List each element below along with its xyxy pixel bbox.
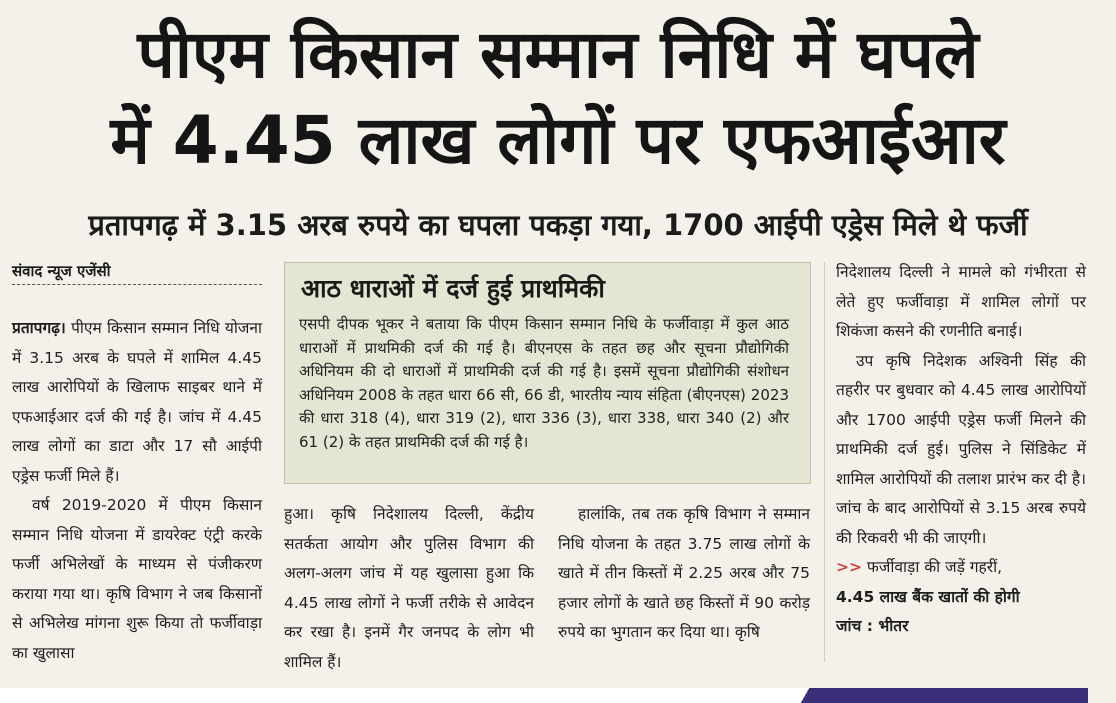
article-column-1 <box>12 314 262 668</box>
dateline: प्रतापगढ़। <box>12 319 66 337</box>
related-line-3: जांच : भीतर <box>836 617 909 635</box>
article-column-4 <box>836 258 1086 642</box>
article-column-3 <box>558 500 810 648</box>
related-line-1: फर्जीवाड़ा की जड़ें गहरीं, <box>866 558 1003 576</box>
box-text: एसपी दीपक भूकर ने बताया कि पीएम किसान सम्मान निधि के फर्जीवाड़ा में कुल आठ धाराओं में प्राथमिकी दर्ज की गई है। बीएनएस के तहत छह और सूचना प्रौद्योगिकी अधिनियम की दो धाराओं में प्राथमिकी दर्ज की गई है। इसमें सूचना प्रौद्योगिकी संशोधन अधिनियम 2008 के तहत धारा 66 सी, 66 डी, भारतीय न्याय संहिता (बीएनएस) 2023 की धारा 318 (4), धारा 319 (2), धारा 336 (3), धारा 338, धारा 340 (2) और 61 (2) के तहत प्राथमिकी दर्ज की गई है। <box>299 315 789 451</box>
footer-strip <box>0 688 790 703</box>
related-story-link[interactable] <box>836 553 1086 642</box>
paragraph: उप कृषि निदेशक अश्विनी सिंह की तहरीर पर बुधवार को 4.45 लाख आरोपियों और 1700 आईपी एड्रेस फर्जी मिलने की प्राथमिकी दर्ज हुई। पुलिस ने सिंडिकेट में शामिल आरोपियों की तलाश प्रारंभ कर दी है। जांच के बाद आरोपियों से 3.15 अरब रुपये की रिकवरी भी की जाएगी। <box>836 351 1086 547</box>
headline-line-1: पीएम किसान सम्मान निधि में घपले <box>137 16 979 93</box>
subheadline: प्रतापगढ़ में 3.15 अरब रुपये का घपला पकड़ा गया, 1700 आईपी एड्रेस मिले थे फर्जी <box>88 208 1028 242</box>
paragraph <box>12 314 262 491</box>
paragraph: हालांकि, तब तक कृषि विभाग ने सम्मान निधि योजना के तहत 3.75 लाख लोगों के खाते में तीन किस्तों में 2.25 अरब और 75 हजार लोगों के खाते छह किस्तों में 90 करोड़ रुपये का भुगतान कर दिया था। कृषि <box>558 505 810 641</box>
column-divider <box>824 262 825 662</box>
byline: संवाद न्यूज एजेंसी <box>12 258 262 285</box>
paragraph: हुआ। कृषि निदेशालय दिल्ली, केंद्रीय सतर्कता आयोग और पुलिस विभाग की अलग-अलग जांच में यह खुलासा हुआ कि 4.45 लाख लोगों ने फर्जी तरीके से आवेदन कर रखा है। इनमें गैर जनपद के लोग भी शामिल हैं। <box>284 505 534 671</box>
related-line-2: 4.45 लाख बैंक खातों की होगी <box>836 587 1020 606</box>
paragraph-text: पीएम किसान सम्मान निधि योजना में 3.15 अरब के घपले में शामिल 4.45 लाख आरोपियों के खिलाफ साइबर थाने में एफआईआर दर्ज की गई है। जांच में 4.45 लाख लोगों का डाटा और 17 सौ आईपी एड्रेस फर्जी मिले हैं। <box>12 319 262 485</box>
article-column-2 <box>284 500 534 677</box>
paragraph: वर्ष 2019-2020 में पीएम किसान सम्मान निधि योजना में डायरेक्ट एंट्री करके फर्जी अभिलेखों के माध्यम से पंजीकरण कराया गया था। कृषि विभाग ने जब किसानों से अभिलेख मांगना शुरू किया तो फर्जीवाड़ा का खुलासा <box>12 496 262 662</box>
headline-line-2: में 4.45 लाख लोगों पर एफआईआर <box>110 102 1006 179</box>
footer-color-bar <box>790 688 1088 703</box>
box-title: आठ धाराओं में दर्ज हुई प्राथमिकी <box>301 274 605 303</box>
related-marker: >> <box>836 558 862 576</box>
paragraph: निदेशालय दिल्ली ने मामले को गंभीरता से लेते हुए फर्जीवाड़ा में शामिल लोगों पर शिकंजा कसने की रणनीति बनाई। <box>836 263 1086 340</box>
sidebar-box <box>284 262 811 484</box>
